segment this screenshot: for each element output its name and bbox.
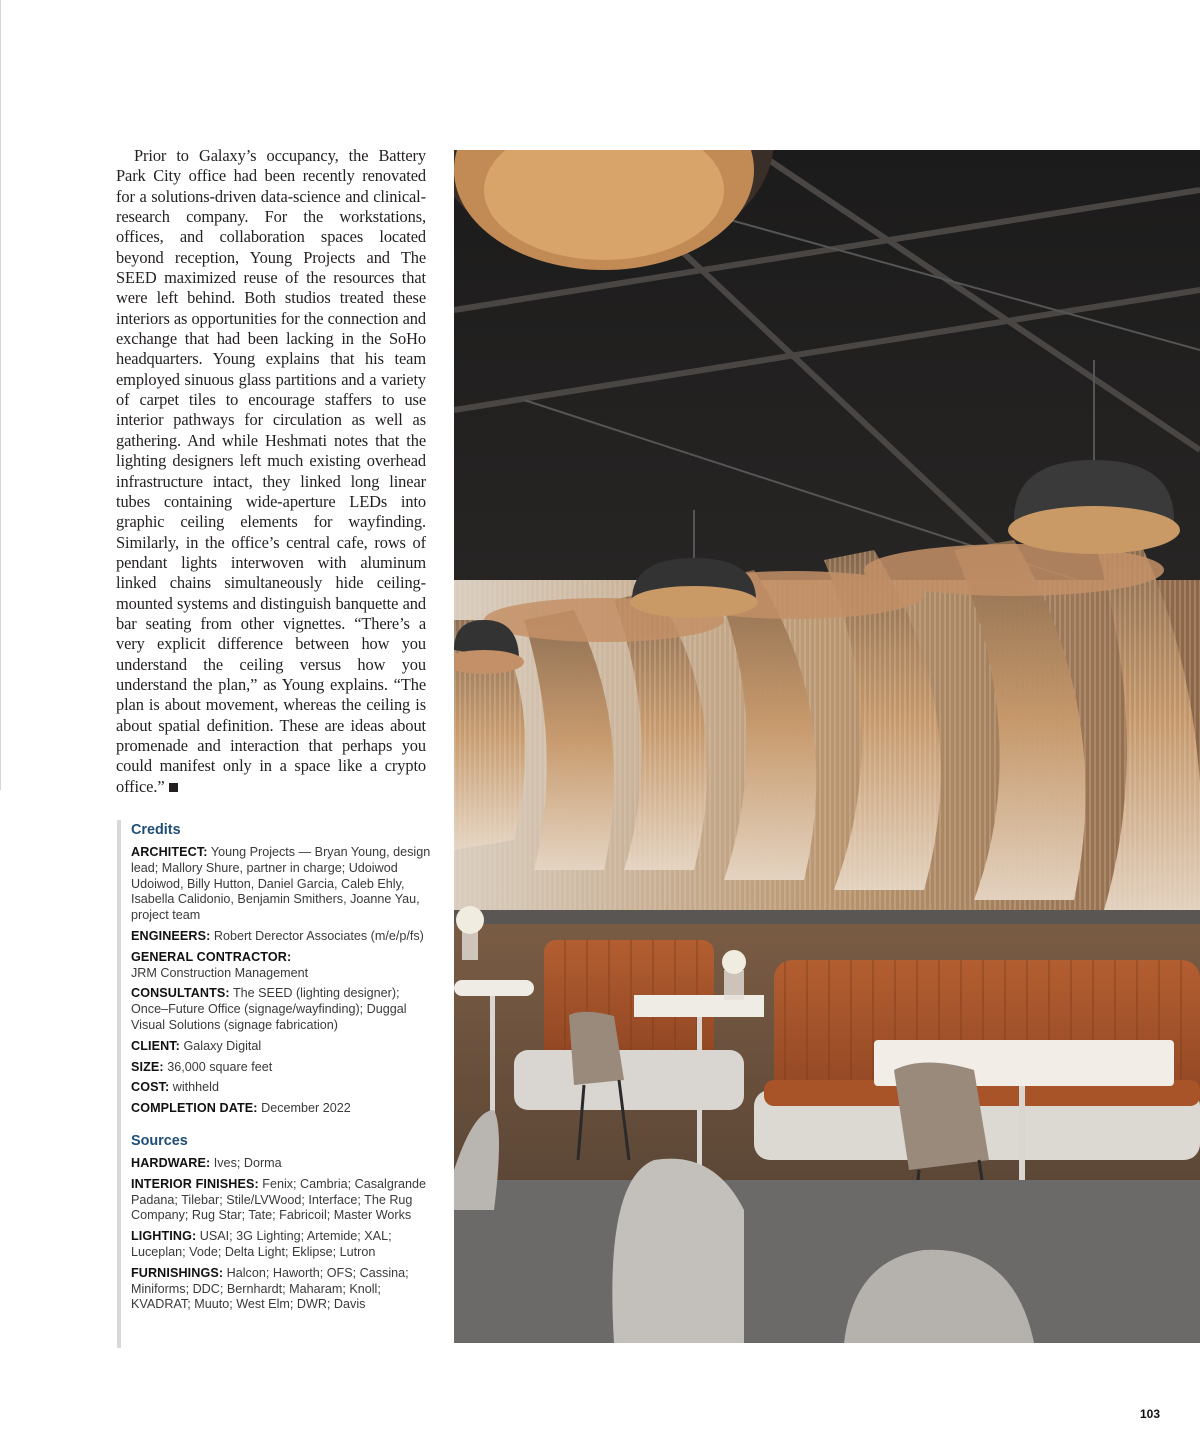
credit-entry-cost [131, 1080, 436, 1096]
cafe-photo-illustration [454, 150, 1200, 1343]
credit-label: COMPLETION DATE: [131, 1101, 258, 1116]
credit-label: ENGINEERS: [131, 928, 211, 943]
credit-entry-size [131, 1060, 436, 1076]
source-label: INTERIOR FINISHES: [131, 1176, 259, 1191]
page-edge-line [0, 0, 1, 790]
article-text: Prior to Galaxy’s occupancy, the Battery Park City office had been recently renovated for a solutions-driven data-science and clinical-research company. For the workstations, offices, and collaboration spaces located beyond reception, Young Projects and The SEED maximized reuse of the resources that were left behind. Both studios treated these interiors as opportunities for the connection and exchange that had been lacking in the SoHo headquarters. Young explains that his team employed sinuous glass partitions and a variety of carpet tiles to encourage staffers to use interior pathways for circulation as well as gathering. And while Heshmati notes that the lighting designers left much existing overhead infrastructure intact, they linked long linear tubes containing wide-aperture LEDs into graphic ceiling elements for wayfinding. Similarly, in the office’s central cafe, rows of pendant lights interwoven with aluminum linked chains simultaneously hide ceiling-mounted systems and distinguish banquette and bar seating from other vignettes. “There’s a very explicit difference between how you understand the ceiling versus how you understand the plan,” as Young explains. “The plan is about movement, whereas the ceiling is about spatial definition. These are ideas about promenade and interaction that perhaps you could manifest only in a space like a crypto office.” [116, 146, 426, 796]
credit-value: December 2022 [261, 1101, 351, 1116]
credit-value: JRM Construction Management [131, 965, 309, 980]
sources-heading: Sources [131, 1132, 188, 1149]
article-body [116, 146, 426, 797]
article-paragraph [116, 146, 426, 797]
credit-entry-consultants [131, 986, 436, 1033]
credit-label: ARCHITECT: [131, 845, 208, 859]
source-label: LIGHTING: [131, 1229, 197, 1244]
source-entry-interior-finishes [131, 1177, 436, 1224]
credit-entry-general-contractor [131, 950, 436, 982]
page-number: 103 [1139, 1407, 1160, 1421]
source-entry-lighting [131, 1229, 436, 1261]
credit-entry-client [131, 1039, 436, 1055]
cafe-interior-photo [454, 150, 1200, 1343]
credit-label: CLIENT: [131, 1038, 180, 1053]
end-mark-icon [169, 783, 178, 792]
credit-label: GENERAL CONTRACTOR: [131, 949, 292, 964]
credits-heading: Credits [131, 822, 181, 838]
source-value: Halcon; Haworth; OFS; Cassina; Miniforms; DDC; Bernhardt; Maharam; Knoll; KVADRAT; Muuto; West Elm; DWR; Davis [131, 1265, 409, 1312]
credit-label: COST: [131, 1080, 170, 1095]
credit-label: CONSULTANTS: [131, 986, 230, 1001]
source-label: FURNISHINGS: [131, 1265, 224, 1280]
credit-entry-architect [131, 845, 436, 924]
credit-value: Galaxy Digital [183, 1038, 262, 1053]
credits-sidebar [117, 820, 436, 1348]
source-value: USAI; 3G Lighting; Artemide; XAL; Luceplan; Vode; Delta Light; Eklipse; Lutron [131, 1229, 392, 1259]
source-label: HARDWARE: [131, 1155, 211, 1170]
credit-label: SIZE: [131, 1059, 164, 1074]
source-entry-furnishings [131, 1266, 436, 1313]
credit-entry-completion-date [131, 1101, 436, 1117]
source-value: Fenix; Cambria; Casalgrande Padana; Tilebar; Stile/LVWood; Interface; The Rug Company; Rug Star; Tate; Fabricoil; Master Works [131, 1176, 427, 1223]
credit-value: The SEED (lighting designer); Once–Future Office (signage/wayfinding); Duggal Visual Solutions (signage fabrication) [131, 986, 407, 1032]
credit-value: 36,000 square feet [167, 1059, 273, 1074]
credit-value: withheld [172, 1080, 219, 1095]
credit-value: Young Projects — Bryan Young, design lead; Mallory Shure, partner in charge; Udoiwod Udoiwod, Billy Hutton, Daniel Garcia, Caleb Ehly, Isabella Calidonio, Benjamin Smithers, Joanne Yau, project team [131, 845, 431, 923]
credit-value: Robert Derector Associates (m/e/p/fs) [213, 928, 424, 943]
source-value: Ives; Dorma [213, 1155, 282, 1170]
credit-entry-engineers [131, 929, 436, 945]
source-entry-hardware [131, 1156, 436, 1172]
